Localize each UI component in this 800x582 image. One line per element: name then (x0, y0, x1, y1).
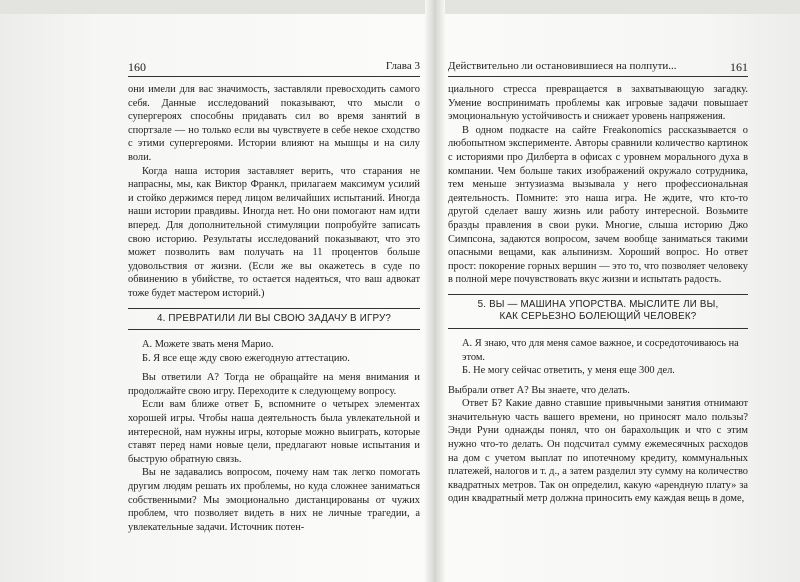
right-paragraph-3: Выбрали ответ А? Вы знаете, что делать. (448, 384, 630, 396)
right-running-head: Действительно ли остановившиеся на полпути... (448, 60, 677, 72)
right-running-header (448, 58, 748, 77)
left-running-head: Глава 3 (385, 60, 420, 72)
left-option-b: Б. Я все еще жду свою ежегодную аттестацию. (142, 352, 350, 364)
left-paragraph-2: Когда наша история заставляет верить, что старания не напрасны, мы, как Виктор Франкл, прилагаем максимум усилий и стойко держимся перед лицом величайших испытаний. Иногда наши истории правдивы. Иногда нет. Но они помогают нам идти вперед. Для дополнительной стимуляции попробуйте записать свою историю. Результаты исследований показывают, что это может позволить вам получать на 11 процентов больше удовольствия от жизни. (Если же вы окажетесь в суде по обвинению в убийстве, то остается надеяться, что ваш адвокат тоже будет мастером историй.) (128, 165, 420, 299)
right-paragraph-4: Ответ Б? Какие давно ставшие привычными занятия отнимают значительную часть вашего времени, но приносят мало пользы? Энди Руни однажды понял, что он барахольщик и что с этим нужно что-то делать. Он подсчитал сумму ежемесячных расходов на дом с учетом выплат по ипотечному кредиту, коммунальных платежей, налогов и т. д., а затем разделил эту сумму на количество квадратных метров. Так он определил, какую «арендную плату» за один квадратный метр должна приносить ему каждая вещь в доме, (448, 398, 748, 505)
left-paragraph-3: Вы ответили А? Тогда не обращайте на меня внимания и продолжайте свою игру. Переходите к следующему вопросу. (128, 372, 420, 397)
right-paragraph-1: циального стресса превращается в захватывающую загадку. Умение воспринимать проблемы как игровые задачи повышает эмоциональную устойчивость и снижает уровень напряжения. (448, 84, 748, 123)
left-option-a: А. Можете звать меня Марио. (142, 339, 274, 350)
right-heading-line-2: КАК СЕРЬЕЗНО БОЛЕЮЩИЙ ЧЕЛОВЕК? (499, 311, 697, 323)
right-page (448, 58, 748, 582)
left-paragraph-1: они имели для вас значимость, заставляли превосходить самого себя. Данные исследований показывают, что мысли о супергероях способны придавать сил во время занятий в спортзале — но только если вы чувствуете в себе некое сходство с этими супергероями. Истории влияют на мышцы и на силу воли. (128, 84, 420, 163)
left-paragraph-4: Если вам ближе ответ Б, вспомните о четырех элементах хорошей игры. Чтобы наша деятельность была увлекательной и интересной, нам нужны игры, которые можно выиграть, которые ставят перед нами новые цели, предлагают новые испытания и быструю обратную связь. (128, 399, 420, 465)
right-section-heading (448, 294, 748, 329)
scan-top-edge (0, 0, 800, 14)
right-option-a: А. Я знаю, что для меня самое важное, и сосредоточиваюсь на этом. (462, 337, 739, 363)
right-option-b: Б. Не могу сейчас ответить, у меня еще 300 дел. (462, 365, 675, 377)
right-page-number: 161 (730, 60, 748, 74)
left-page-number: 160 (128, 60, 146, 74)
right-paragraph-2: В одном подкасте на сайте Freakonomics рассказывается о любопытном эксперименте. Авторы сравнили количество картинок с историями про Дилберта в офисах с уровнем морального духа в компании. Чем больше таких изображений окружало сотрудника, тем меньше энтузиазма вызывала у него профессиональная деятельность. Помните: это наша игра. Не ждите, что кто-то другой сделает вашу жизнь или работу интересной. Возьмите бразды правления в свои руки. Многие, слыша историю Джо Симпсона, задаются вопросом, зачем вообще заниматься такими опасными вещами, как альпинизм. Хороший вопрос. Но ответ прост: покорение горных вершин — это то, что позволяет человеку в полной мере почувствовать вкус жизни и испытать радость. (448, 124, 748, 286)
left-page (128, 58, 420, 582)
left-paragraph-5: Вы не задавались вопросом, почему нам так легко помогать другим людям решать их проблемы, но куда сложнее заниматься собственными? Мы эмоционально дистанцированы от чужих проблем, что позволяет видеть в них не личные трагедии, а увлекательные задачи. Источник потен- (128, 467, 420, 533)
right-heading-line-1: 5. ВЫ — МАШИНА УПОРСТВА. МЫСЛИТЕ ЛИ ВЫ, (477, 298, 719, 310)
left-section-heading: 4. ПРЕВРАТИЛИ ЛИ ВЫ СВОЮ ЗАДАЧУ В ИГРУ? (128, 308, 420, 331)
book-spine (425, 0, 445, 582)
left-running-header (128, 58, 420, 77)
